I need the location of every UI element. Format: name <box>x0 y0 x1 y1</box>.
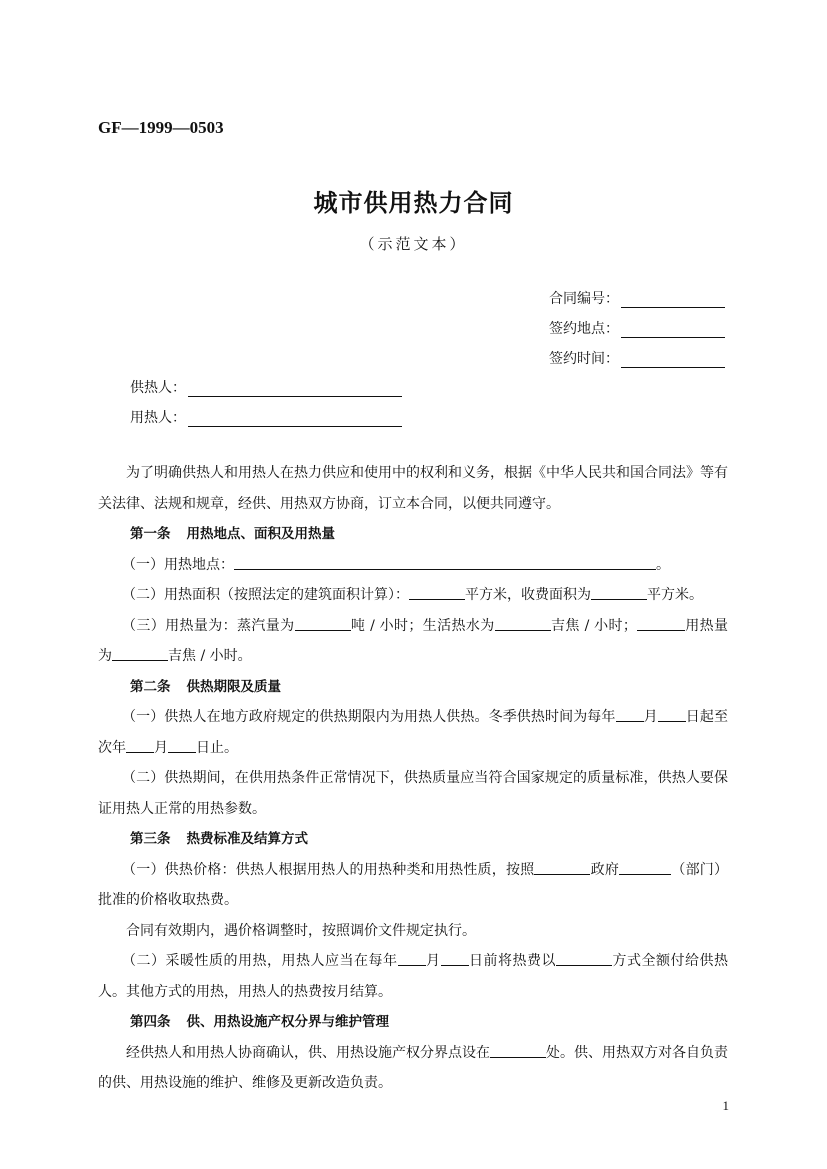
article-4-title: 供、用热设施产权分界与维护管理 <box>186 1014 389 1030</box>
item-text: 日前将热费以 <box>468 953 556 969</box>
start-day-blank <box>658 707 686 722</box>
item-text: （一）供热价格：供热人根据用热人的用热种类和用热性质，按照 <box>122 861 535 878</box>
item-text: 月 <box>643 709 658 725</box>
contract-title: 城市供用热力合同 <box>313 189 514 217</box>
contract-number-field <box>549 288 725 308</box>
article-3-number: 第三条 <box>130 831 171 847</box>
pay-method-blank <box>556 951 612 966</box>
preamble-line-2: 法》等有关法律、法规和规章，经供、用热双方协商，订立本合同，以便共同遵守。 <box>98 465 728 512</box>
sign-time-blank <box>621 352 725 368</box>
item-text: 经供热人和用热人协商确认，供、用热设施产权分界点设在 <box>126 1044 490 1061</box>
contract-number-blank <box>621 292 725 308</box>
item-text: 方式全额付 <box>612 953 685 969</box>
article-3-heading <box>98 824 728 855</box>
item-text: 平方米，收费面积为 <box>465 587 591 603</box>
article-1-item-3 <box>98 611 728 672</box>
item-text: 日止。 <box>196 739 238 756</box>
item-text: （二）用热面积（按照法定的建筑面积计算）： <box>122 587 409 603</box>
heat-area-blank <box>409 585 465 600</box>
document-code: GF—1999—0503 <box>98 118 224 137</box>
end-day-blank <box>168 738 196 753</box>
article-2-title: 供热期限及质量 <box>186 678 281 695</box>
item-text: （一）供热人在地方政府规定的供热期限内为用热人供热。冬季供热时间为每年 <box>122 709 616 725</box>
preamble <box>98 458 728 519</box>
sign-place-field <box>549 318 725 338</box>
article-1-heading <box>98 519 728 550</box>
end-month-blank <box>126 738 154 753</box>
article-1-number: 第一条 <box>130 526 171 542</box>
item-text: 日起至次年 <box>98 709 729 756</box>
article-1-item-2 <box>98 580 728 611</box>
contract-subtitle: （示范文本） <box>359 235 468 253</box>
sign-time-label: 签约时间： <box>549 351 619 367</box>
item-text: 处。供、用热双方对 <box>546 1044 672 1061</box>
heat-amount-blank <box>112 646 168 661</box>
sign-place-label: 签约地点： <box>549 321 619 337</box>
article-2-number: 第二条 <box>130 678 171 695</box>
heat-location-blank <box>234 555 656 570</box>
boundary-point-blank <box>490 1043 546 1058</box>
article-4-heading <box>98 1007 728 1038</box>
item-text: 吉焦 / 小时。 <box>168 648 252 664</box>
item-text: （一）用热地点： <box>122 556 234 573</box>
pay-month-blank <box>398 951 426 966</box>
pay-day-blank <box>441 951 469 966</box>
item-text: 。 <box>656 556 670 573</box>
hot-water-blank <box>495 616 551 631</box>
article-2-heading <box>98 672 728 703</box>
steam-amount-blank <box>295 616 351 631</box>
item-text: 热量为 <box>98 617 728 664</box>
article-2-item-2 <box>98 763 728 824</box>
price-authority-blank <box>534 860 590 875</box>
article-3-title: 热费标准及结算方式 <box>186 831 308 847</box>
item-text: 平方米。 <box>647 587 703 603</box>
start-month-blank <box>616 707 644 722</box>
item-text: 吨 / 小时；生活热水为 <box>350 617 495 634</box>
user-field <box>130 407 402 427</box>
item-text: （部门）批准的价格收取热费。 <box>98 861 729 908</box>
article-2-item-1 <box>98 702 728 763</box>
user-blank <box>188 411 402 427</box>
preamble-line-1: 为了明确供热人和用热人在热力供应和使用中的权利和义务，根据《中华人民共和国合同 <box>126 465 672 481</box>
item-text: （二）采暖性质的用热，用热人应当在每年 <box>122 953 398 969</box>
department-blank <box>619 860 671 875</box>
other-heat-blank <box>637 616 685 631</box>
supplier-blank <box>188 381 402 397</box>
item-text: （二）供热期间，在供用热条件正常情况下，供热质量应当符合国家规定的质量标准，供 <box>122 770 672 786</box>
page-number: 1 <box>722 1098 729 1113</box>
item-text: （三）用热量为：蒸汽量为 <box>122 617 295 634</box>
contract-body <box>98 458 728 1099</box>
sign-time-field <box>549 348 725 368</box>
sign-place-blank <box>621 322 725 338</box>
article-4-text <box>98 1038 728 1099</box>
charge-area-blank <box>591 585 647 600</box>
article-3-item-2 <box>98 946 728 1007</box>
article-3-item-1 <box>98 855 728 916</box>
item-text: 给供热人。其他方式的用热，用热人的热费按月结算。 <box>98 953 728 1000</box>
item-text: 月 <box>154 739 168 756</box>
item-text: 吉焦 / 小时； <box>550 617 637 634</box>
article-4-number: 第四条 <box>130 1014 171 1030</box>
item-text: 政府 <box>590 861 620 878</box>
item-text: 各自负责的供、用热设施的维护、维修及更新改造负责。 <box>98 1044 728 1091</box>
supplier-field <box>130 377 402 397</box>
item-text: 月 <box>425 953 441 969</box>
contract-number-label: 合同编号： <box>549 291 619 307</box>
user-label: 用热人： <box>130 410 186 426</box>
article-1-item-1 <box>98 550 728 581</box>
item-text: 用 <box>684 617 700 634</box>
item-text: 合同有效期内，遇价格调整时，按照调价文件规定执行。 <box>126 922 476 939</box>
supplier-label: 供热人： <box>130 380 186 396</box>
article-3-note <box>98 916 728 947</box>
article-1-title: 用热地点、面积及用热量 <box>186 526 335 542</box>
item-text: 热人要保证用热人正常的用热参数。 <box>98 770 729 817</box>
